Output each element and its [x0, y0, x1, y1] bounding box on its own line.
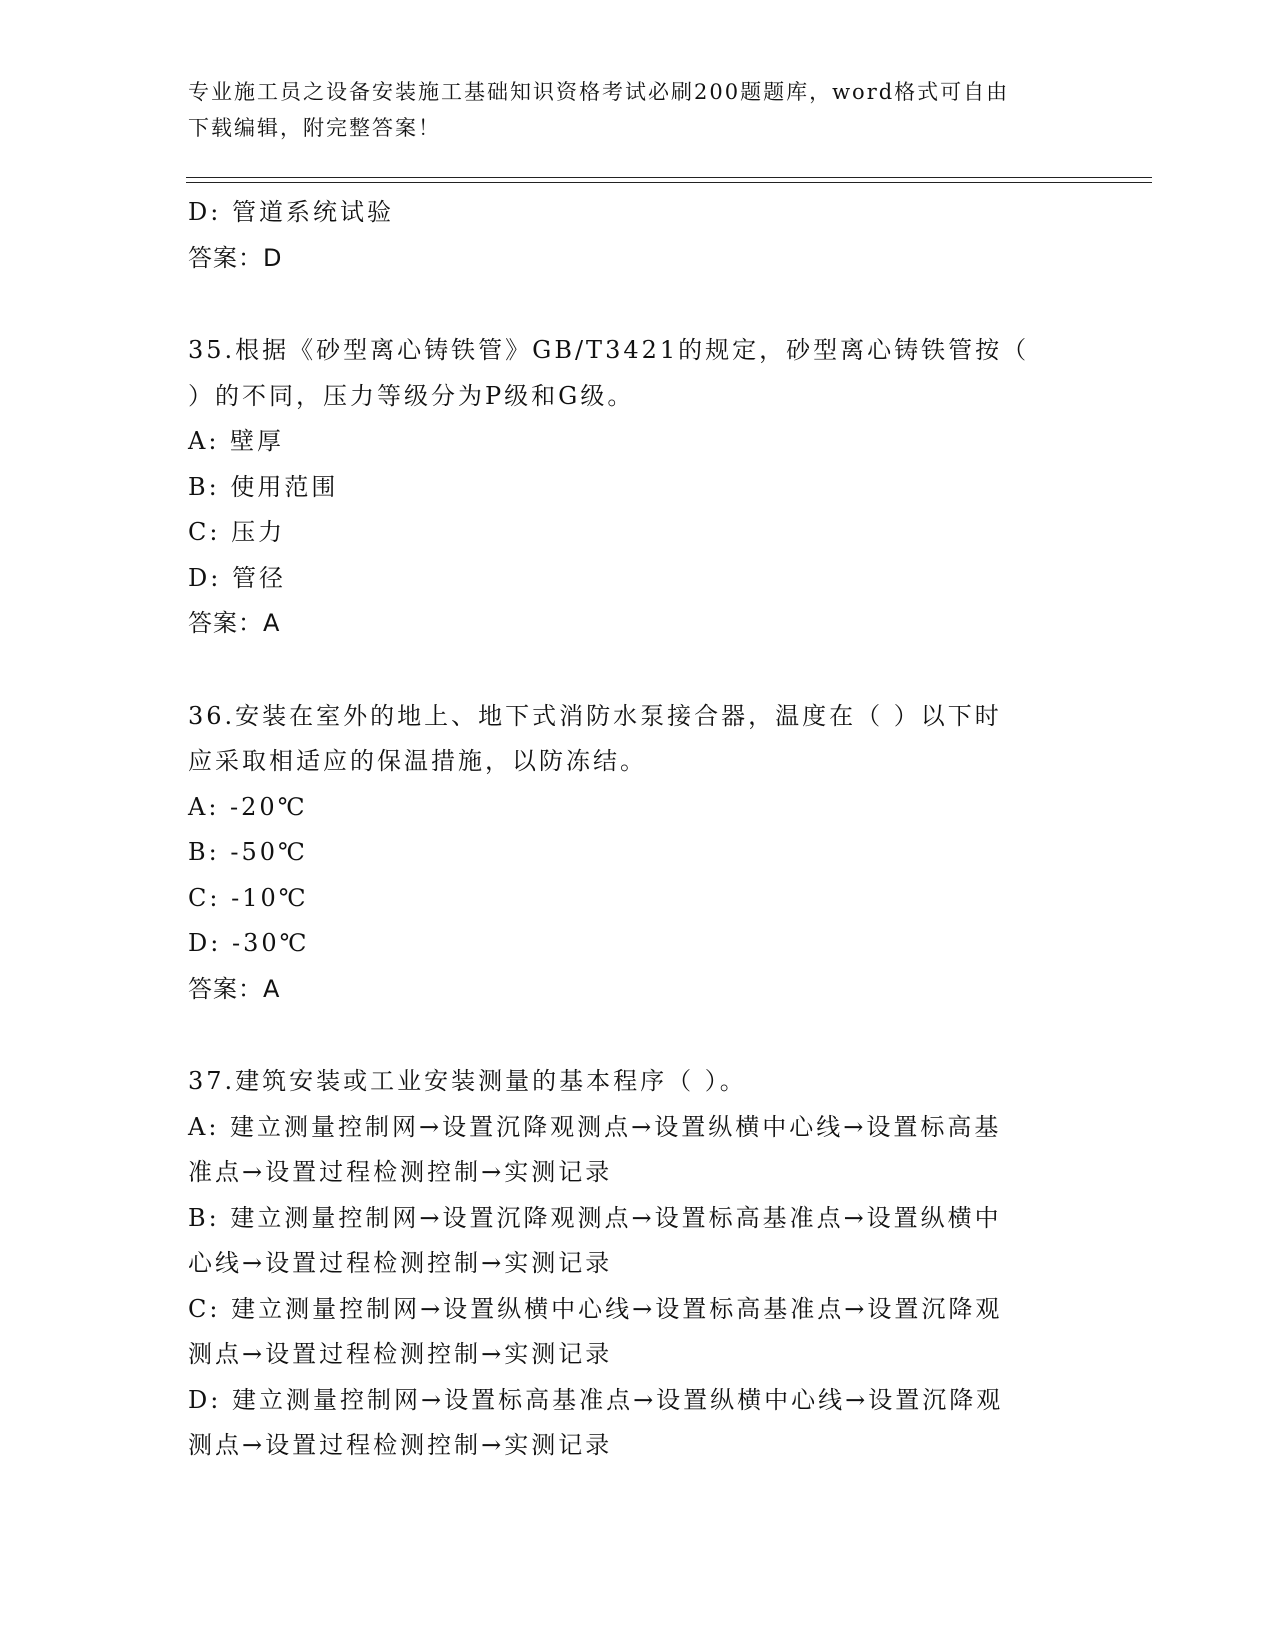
option-a: A: 建立测量控制网→设置沉降观测点→设置纵横中心线→设置标高基 [188, 1112, 1002, 1141]
option-d: D: -30℃ [188, 929, 310, 957]
header-rule-bottom [186, 182, 1152, 183]
question-37 [188, 1059, 1088, 1469]
option-b: B: 使用范围 [188, 472, 339, 501]
option-a-continued: 准点→设置过程检测控制→实测记录 [188, 1158, 613, 1186]
option-d: D: 管径 [188, 563, 286, 592]
option-c-continued: 测点→设置过程检测控制→实测记录 [188, 1340, 613, 1368]
header-rule-top [186, 177, 1152, 178]
option-a: A: 壁厚 [188, 427, 285, 455]
header-line-1: 专业施工员之设备安装施工基础知识资格考试必刷200题题库，word格式可自由 [188, 80, 1010, 104]
option-d: D: 建立测量控制网→设置标高基准点→设置纵横中心线→设置沉降观 [188, 1385, 1004, 1414]
option-b: B: -50℃ [188, 838, 308, 866]
page-header [188, 74, 1068, 146]
question-35 [188, 328, 1088, 647]
answer-line: 答案：A [188, 974, 281, 1003]
option-b-continued: 心线→设置过程检测控制→实测记录 [188, 1249, 613, 1277]
question-text: 应采取相适应的保温措施，以防冻结。 [188, 747, 647, 775]
option-c: C: -10℃ [188, 883, 309, 912]
header-line-2: 下载编辑，附完整答案！ [188, 116, 441, 140]
question-text: 37.建筑安装或工业安装测量的基本程序（ ）。 [188, 1067, 747, 1095]
option-c: C: 建立测量控制网→设置纵横中心线→设置标高基准点→设置沉降观 [188, 1294, 1003, 1323]
answer-line: 答案：D [188, 243, 283, 272]
question-36 [188, 694, 1088, 1013]
option-a: A: -20℃ [188, 792, 308, 821]
option-b: B: 建立测量控制网→设置沉降观测点→设置标高基准点→设置纵横中 [188, 1203, 1002, 1232]
question-text: 36.安装在室外的地上、地下式消防水泵接合器，温度在（ ）以下时 [188, 701, 1002, 730]
answer-line: 答案：A [188, 609, 281, 637]
option-d: D: 管道系统试验 [188, 198, 394, 226]
question-text: ）的不同，压力等级分为P级和G级。 [188, 381, 635, 410]
option-c: C: 压力 [188, 518, 286, 546]
question-text: 35.根据《砂型离心铸铁管》GB/T3421的规定，砂型离心铸铁管按（ [188, 336, 1030, 364]
option-d-continued: 测点→设置过程检测控制→实测记录 [188, 1431, 613, 1459]
document-body [188, 190, 1088, 1469]
